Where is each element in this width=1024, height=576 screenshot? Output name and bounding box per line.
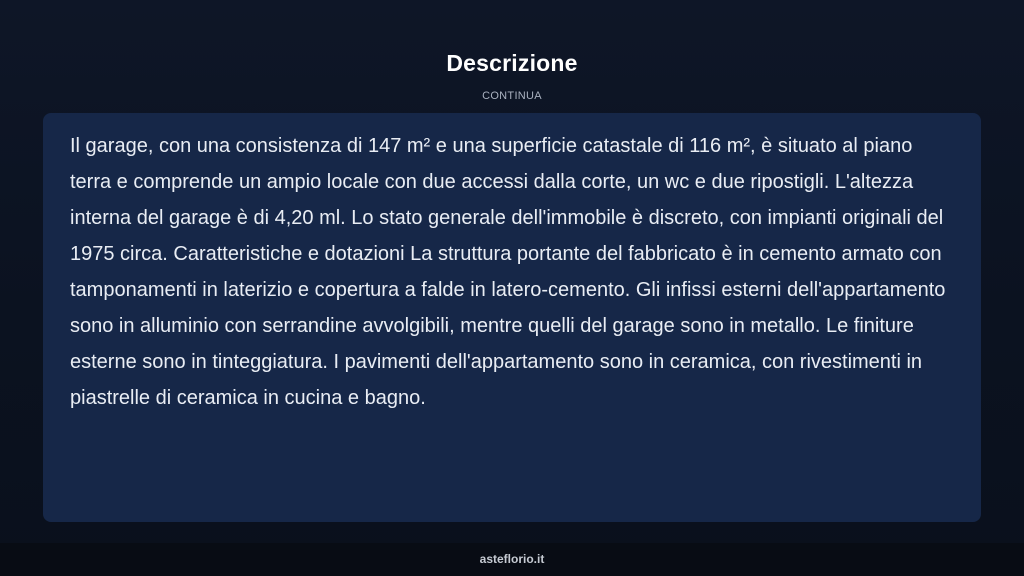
site-name: asteflorio.it — [479, 552, 545, 566]
description-card — [43, 113, 981, 522]
continue-link[interactable]: CONTINUA — [482, 90, 542, 102]
footer-bar — [0, 543, 1024, 576]
description-text: Il garage, con una consistenza di 147 m² e una superficie catastale di 116 m², è situato al piano terra e comprende un ampio locale con due accessi dalla corte, un wc e due ripostigli. L'altezza interna del garage è di 4,20 ml. Lo stato generale dell'immobile è discreto, con impianti originali del 1975 circa. Caratteristiche e dotazioni La struttura portante del fabbricato è in cemento armato con tamponamenti in laterizio e copertura a falde in latero-cemento. Gli infissi esterni dell'appartamento sono in alluminio con serrandine avvolgibili, mentre quelli del garage sono in metallo. Le finiture esterne sono in tinteggiatura. I pavimenti dell'appartamento sono in ceramica, con rivestimenti in piastrelle di ceramica in cucina e bagno. — [70, 135, 946, 409]
page-title: Descrizione — [446, 50, 578, 76]
